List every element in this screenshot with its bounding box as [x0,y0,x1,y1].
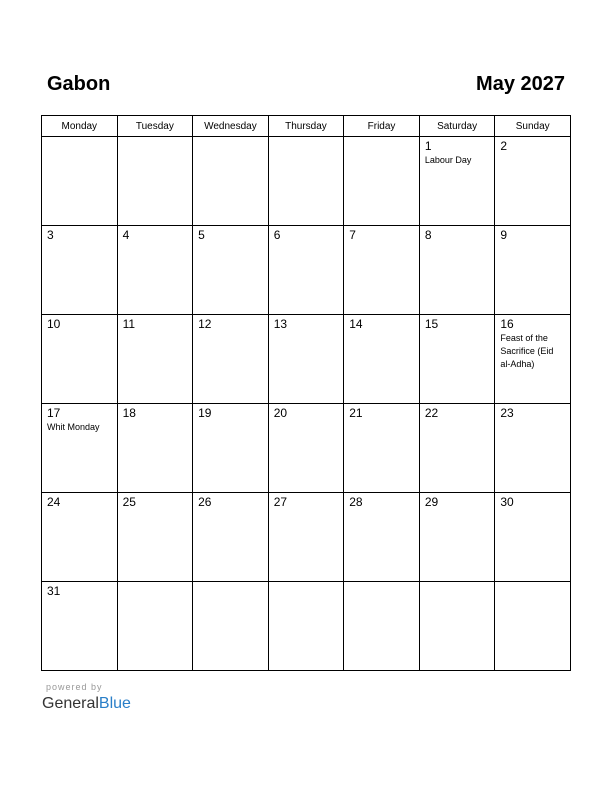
day-cell-content [495,315,570,373]
day-number: 10 [47,317,61,331]
day-cell-content [118,582,193,586]
day-cell-content [420,404,495,423]
day-cell-content [420,137,495,169]
holiday-label: Labour Day [424,155,472,165]
day-cell-content [42,226,117,245]
day-cell [268,137,344,226]
day-cell-content [118,226,193,245]
day-cell [344,315,420,404]
brand-blue-text: Blue [98,695,131,712]
day-cell-content [344,226,419,245]
day-cell [117,493,193,582]
day-cell [344,582,420,671]
day-number: 9 [500,228,508,242]
day-number: 31 [47,584,61,598]
day-number: 23 [500,406,514,420]
day-cell-content [420,226,495,245]
calendar-body [42,137,571,671]
day-number: 8 [424,228,432,242]
day-number: 30 [500,495,514,509]
day-number: 19 [198,406,212,420]
day-number: 22 [424,406,439,420]
day-number: 5 [198,228,205,242]
day-cell [344,137,420,226]
day-number: 3 [47,228,54,242]
day-cell-content [42,137,117,141]
month-title: May 2027 [476,73,565,95]
day-cell-content [118,493,193,512]
day-cell [117,137,193,226]
day-number: 29 [424,495,439,509]
day-cell [268,493,344,582]
day-cell [419,582,495,671]
brand-logo [42,694,131,714]
day-cell [419,137,495,226]
day-cell [268,315,344,404]
calendar-grid [41,115,571,671]
day-number: 24 [47,495,61,509]
week-row [42,582,571,671]
weekday-header-monday: Monday [42,116,118,137]
day-number: 18 [122,406,136,420]
day-cell [42,493,118,582]
day-number: 13 [273,317,288,331]
day-cell [42,226,118,315]
day-cell-content [118,315,193,334]
day-cell [193,315,269,404]
holiday-label: Feast of the Sacrifice (Eid al-Adha) [500,333,554,369]
day-cell-content [269,582,344,586]
day-cell-content [193,137,268,141]
day-cell-content [42,582,117,601]
weekday-header-sunday: Sunday [495,116,571,137]
day-cell [42,582,118,671]
brand-general-text: General [42,695,99,712]
weekday-header-tuesday: Tuesday [117,116,193,137]
day-cell [268,404,344,493]
day-cell-content [193,404,268,423]
day-cell-content [193,226,268,245]
day-cell [42,404,118,493]
day-cell-content [495,404,570,423]
day-cell-content [42,315,117,334]
day-cell-content [495,226,570,245]
day-cell [42,315,118,404]
day-cell [117,404,193,493]
day-cell [419,315,495,404]
week-row [42,404,571,493]
day-number: 1 [424,139,432,153]
day-cell [193,404,269,493]
day-cell-content [420,493,495,512]
day-cell-content [269,315,344,334]
day-cell [495,493,571,582]
day-cell [193,137,269,226]
day-cell-content [495,137,570,156]
day-cell [193,493,269,582]
day-cell-content [269,137,344,141]
day-cell [117,582,193,671]
weekday-header-friday: Friday [344,116,420,137]
weekday-header-wednesday: Wednesday [193,116,269,137]
week-row [42,137,571,226]
day-cell-content [193,315,268,334]
day-cell-content [269,226,344,245]
day-cell-content [495,493,570,512]
day-cell-content [42,404,117,436]
week-row [42,493,571,582]
day-cell [344,493,420,582]
week-row [42,226,571,315]
day-cell-content [495,582,570,586]
day-cell-content [193,582,268,586]
weekday-header-row [42,116,571,137]
day-cell-content [344,137,419,141]
day-number: 7 [349,228,356,242]
day-number: 11 [122,317,136,331]
day-number: 28 [349,495,363,509]
day-number: 17 [47,406,61,420]
day-cell-content [344,493,419,512]
day-cell [193,226,269,315]
day-cell [495,315,571,404]
day-cell [193,582,269,671]
day-number: 15 [424,317,439,331]
day-cell [344,226,420,315]
day-number: 2 [500,139,508,153]
day-number: 20 [273,406,288,420]
day-number: 27 [273,495,288,509]
day-number: 25 [122,495,136,509]
day-number: 26 [198,495,212,509]
day-cell-content [193,493,268,512]
weekday-header-saturday: Saturday [419,116,495,137]
day-cell-content [344,404,419,423]
holiday-label: Whit Monday [47,422,100,432]
day-cell [344,404,420,493]
day-number: 21 [349,406,363,420]
weekday-header-thursday: Thursday [268,116,344,137]
day-cell [268,582,344,671]
powered-by-label: powered by [46,682,103,692]
day-cell [117,315,193,404]
day-cell-content [420,315,495,334]
day-cell [495,582,571,671]
day-cell-content [344,315,419,334]
day-cell [495,137,571,226]
day-cell-content [344,582,419,586]
day-cell [495,226,571,315]
day-cell-content [269,493,344,512]
day-cell-content [269,404,344,423]
day-cell-content [420,582,495,586]
day-number: 4 [122,228,130,242]
day-number: 16 [500,317,514,331]
day-cell-content [118,404,193,423]
day-cell [419,493,495,582]
day-cell [117,226,193,315]
day-cell-content [42,493,117,512]
day-cell [268,226,344,315]
day-cell [419,404,495,493]
week-row [42,315,571,404]
day-cell [495,404,571,493]
country-title: Gabon [47,73,111,95]
day-cell [42,137,118,226]
day-cell-content [118,137,193,141]
day-cell [419,226,495,315]
day-number: 14 [349,317,363,331]
day-number: 12 [198,317,212,331]
day-number: 6 [273,228,281,242]
